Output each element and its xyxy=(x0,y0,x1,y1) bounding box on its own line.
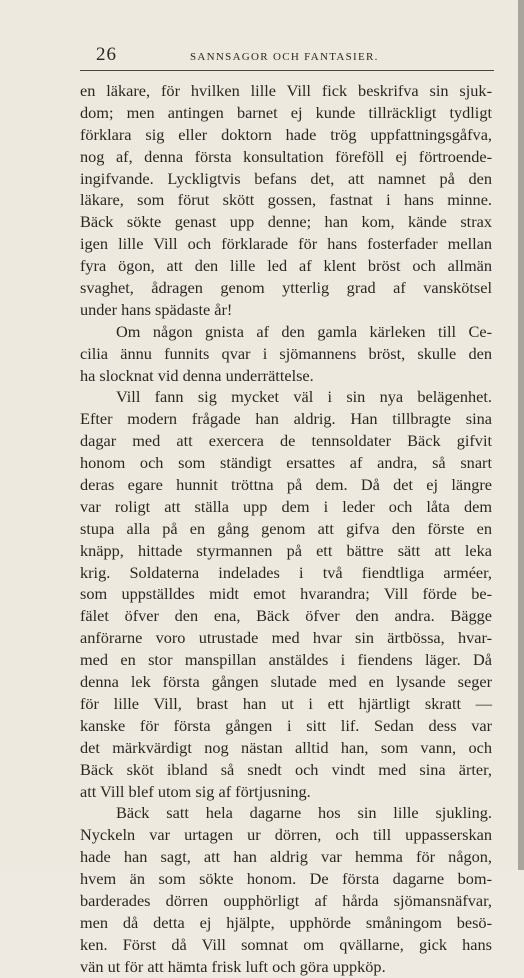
text-line: som uppställdes midt emot hvarandra; Vill förde be- xyxy=(80,584,492,604)
text-line: krig. Soldaterna indelades i två fiendtliga arméer, xyxy=(80,562,492,582)
page-header xyxy=(96,44,496,66)
running-head: SANNSAGOR OCH FANTASIER. xyxy=(190,51,379,63)
text-line: anförarne voro utrustade med hvar sin ärtbössa, hvar- xyxy=(80,628,492,648)
text-line: hvem än som sökte honom. De första dagarne bom- xyxy=(80,869,492,889)
text-line: ken. Först då Vill somnat om qvällarne, gick hans xyxy=(80,934,492,954)
text-line: men då detta ej hjälpte, upphörde småningom besö- xyxy=(80,912,492,932)
text-line: Bäck satt hela dagarne hos sin lille sjukling. xyxy=(116,803,492,823)
text-line: cilia ännu funnits qvar i sjömannens bröst, skulle den xyxy=(80,343,492,363)
text-line: dom; men antingen barnet ej kunde tillräckligt tydligt xyxy=(80,102,492,122)
text-line: knäpp, hittade styrmannen på ett bättre sätt att leka xyxy=(80,540,492,560)
text-line: ha slocknat vid denna underrättelse. xyxy=(80,365,314,385)
page-edge xyxy=(518,0,524,870)
text-line: läkare, som förut skött gossen, fastnat i hans minne. xyxy=(80,190,492,210)
text-line: Bäck sköt ibland så snedt och vindt med sina ärter, xyxy=(80,759,492,779)
text-line: stupa alla på en gång genom att gifva den förste en xyxy=(80,518,492,538)
text-line: Om någon gnista af den gamla kärleken till Ce- xyxy=(116,321,492,341)
text-line: kanske för första gången i sitt lif. Sedan dess var xyxy=(80,715,492,735)
text-line: Vill fann sig mycket väl i sin nya belägenhet. xyxy=(116,387,492,407)
text-line: fyra ögon, att den lille led af klent bröst och allmän xyxy=(80,256,492,276)
text-line: honom och som ständigt ersattes af andra, så snart xyxy=(80,453,492,473)
body-text xyxy=(80,80,492,978)
text-line: med en stor manspillan anstäldes i fiendens läger. Då xyxy=(80,650,492,670)
text-line: att Vill blef utom sig af förtjusning. xyxy=(80,781,311,801)
text-line: det märkvärdigt nog nästan alltid han, som vann, och xyxy=(80,737,492,757)
text-line: en läkare, för hvilken lille Vill fick beskrifva sin sjuk- xyxy=(80,81,492,100)
text-line: för lille Vill, brast han ut i ett hjärtligt skratt — xyxy=(80,693,492,713)
text-line: ingifvande. Lyckligtvis befans det, att namnet på den xyxy=(80,168,492,188)
text-line: igen lille Vill och förklarade för hans fosterfader mellan xyxy=(80,234,492,254)
text-line: under hans spädaste år! xyxy=(80,299,233,319)
text-line: var roligt att ställa upp dem i leder och låta dem xyxy=(80,496,492,516)
text-line: svaghet, ådragen genom ytterlig grad af vanskötsel xyxy=(80,278,492,298)
text-line: nog af, denna första konsultation föreföll ej förtroende- xyxy=(80,146,492,166)
text-line: hade han sagt, att han aldrig var hemma för någon, xyxy=(80,847,492,867)
page-number: 26 xyxy=(96,44,117,65)
text-line: Efter modern frågade han aldrig. Han tillbragte sina xyxy=(80,409,492,429)
text-line: barderades dörren oupphörligt af hårda sjömansnäfvar, xyxy=(80,890,492,910)
header-rule xyxy=(80,70,494,71)
text-line: fälet öfver den ena, Bäck öfver den andra. Bägge xyxy=(80,606,492,626)
text-line: vän ut för att hämta frisk luft och göra uppköp. xyxy=(80,956,386,976)
text-line: Nyckeln var urtagen ur dörren, och till uppasserskan xyxy=(80,825,492,845)
text-line: deras egare hunnit tröttna på dem. Då det ej längre xyxy=(80,475,492,495)
text-line: förklara sig eller doktorn hade trög uppfattningsgåfva, xyxy=(80,124,492,144)
text-line: dagar med att exercera de tennsoldater Bäck gifvit xyxy=(80,431,492,451)
text-line: Bäck sökte genast upp denne; han kom, kände strax xyxy=(80,212,492,232)
text-line: denna lek första gången slutade med en lysande seger xyxy=(80,672,492,692)
